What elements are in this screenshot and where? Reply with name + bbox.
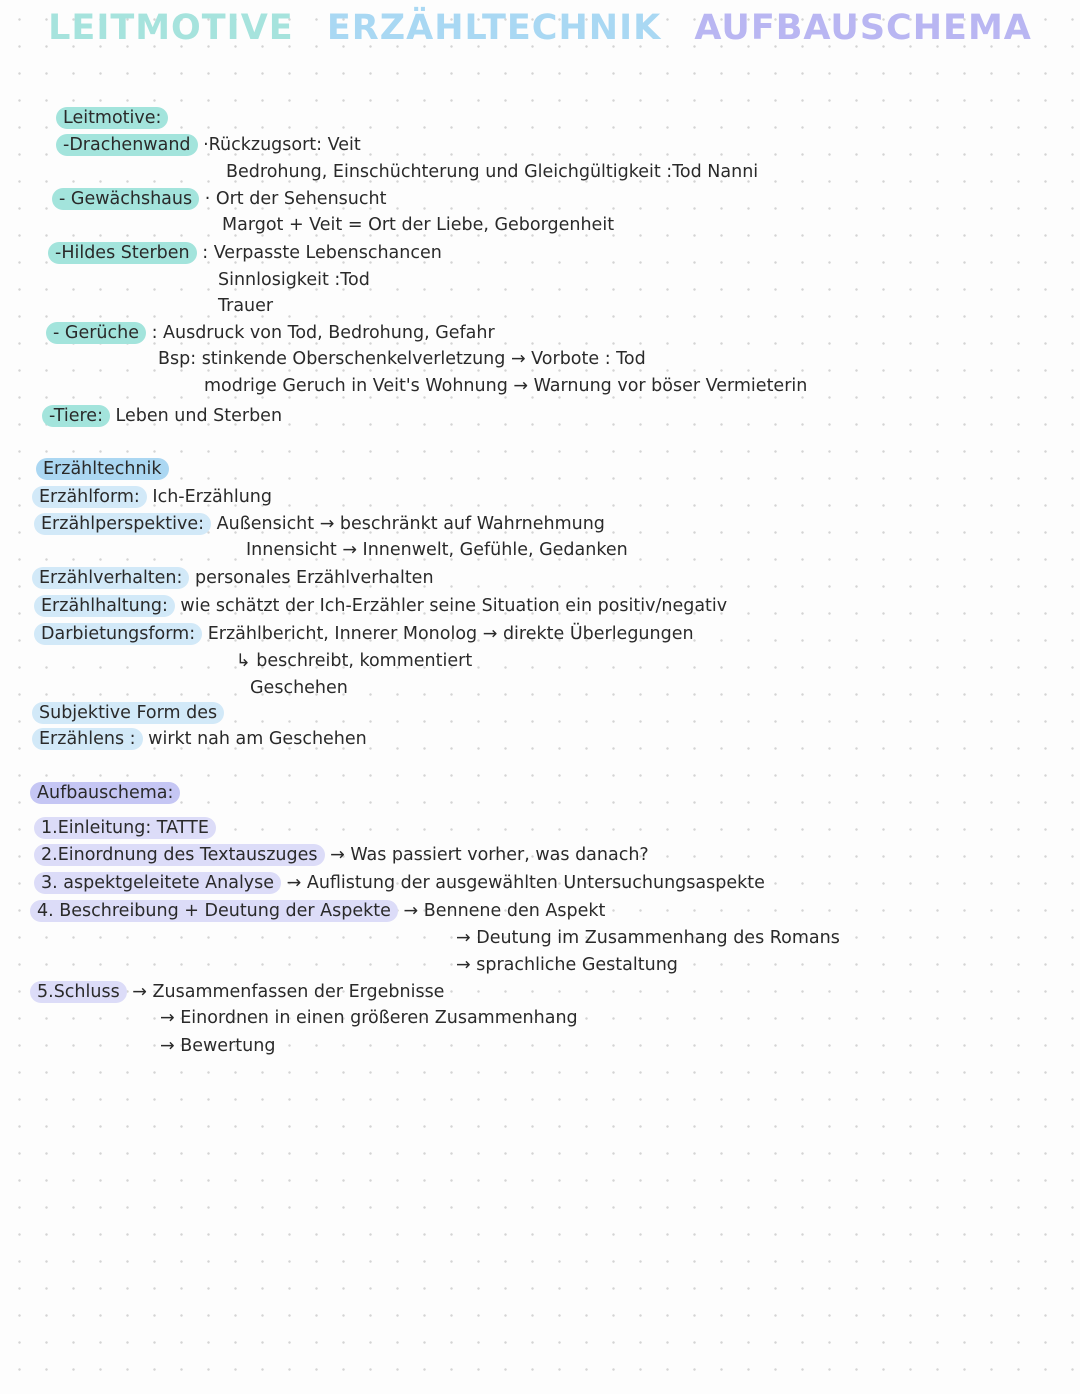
darbietung-text: Erzählbericht, Innerer Monolog → direkte Überlegungen xyxy=(207,624,694,644)
perspektive-row xyxy=(34,512,605,536)
title-aufbauschema: AUFBAUSCHEMA xyxy=(694,8,1032,48)
leitmotive-heading: Leitmotive: xyxy=(56,106,168,130)
darbietung-text-3: Geschehen xyxy=(250,678,348,698)
darbietung-text-2: ↳ beschreibt, kommentiert xyxy=(236,651,473,671)
verhalten-row xyxy=(32,566,434,590)
erzaehlform-row xyxy=(32,485,272,509)
subjektiv-label-1: Subjektive Form des xyxy=(32,701,224,725)
gerueche-text: : Ausdruck von Tod, Bedrohung, Gefahr xyxy=(151,323,495,343)
gewaechshaus-text-2: Margot + Veit = Ort der Liebe, Geborgenheit xyxy=(222,215,615,235)
tiere-text: Leben und Sterben xyxy=(115,406,283,426)
step-5-text-3: → Bewertung xyxy=(160,1036,276,1056)
drachenwand-text-2: Bedrohung, Einschüchterung und Gleichgültigkeit :Tod Nanni xyxy=(226,162,759,182)
hilde-text-3: Trauer xyxy=(218,296,274,316)
erzaehlform-label: Erzählform: xyxy=(32,486,147,508)
step-4-text: → Bennene den Aspekt xyxy=(403,901,606,921)
haltung-label: Erzählhaltung: xyxy=(34,595,175,617)
gerueche-text-3: modrige Geruch in Veit's Wohnung → Warnung vor böser Vermieterin xyxy=(204,376,808,396)
step-2-text: → Was passiert vorher, was danach? xyxy=(330,845,649,865)
step-3-text: → Auflistung der ausgewählten Untersuchungsaspekte xyxy=(286,873,765,893)
drachenwand-text: ·Rückzugsort: Veit xyxy=(203,135,361,155)
step-4-label: 4. Beschreibung + Deutung der Aspekte xyxy=(30,900,398,922)
drachenwand-row xyxy=(56,133,361,157)
tiere-label: -Tiere: xyxy=(42,405,110,427)
gewaechshaus-row xyxy=(52,187,386,211)
step-3-label: 3. aspektgeleitete Analyse xyxy=(34,872,281,894)
darbietung-label: Darbietungsform: xyxy=(34,623,202,645)
step-4-row xyxy=(30,899,605,923)
step-4-text-2: → Deutung im Zusammenhang des Romans xyxy=(456,928,840,948)
darbietung-row xyxy=(34,622,694,646)
step-1: 1.Einleitung: TATTE xyxy=(34,816,216,840)
haltung-text: wie schätzt der Ich-Erzähler seine Situation ein positiv/negativ xyxy=(180,596,728,616)
hilde-text: : Verpasste Lebenschancen xyxy=(202,243,442,263)
subjektiv-label-2: Erzählens : xyxy=(32,728,143,750)
drachenwand-label: -Drachenwand xyxy=(56,134,198,156)
haltung-row xyxy=(34,594,727,618)
hilde-row xyxy=(48,241,442,265)
aufbauschema-heading: Aufbauschema: xyxy=(30,781,180,805)
verhalten-text: personales Erzählverhalten xyxy=(195,568,434,588)
hilde-label: -Hildes Sterben xyxy=(48,242,197,264)
step-4-text-3: → sprachliche Gestaltung xyxy=(456,955,678,975)
gerueche-label: - Gerüche xyxy=(46,322,146,344)
verhalten-label: Erzählverhalten: xyxy=(32,567,189,589)
perspektive-label: Erzählperspektive: xyxy=(34,513,211,535)
step-5-label: 5.Schluss xyxy=(30,981,127,1003)
page-title xyxy=(0,8,1080,48)
erzaehltechnik-heading: Erzähltechnik xyxy=(36,457,169,481)
perspektive-text-2: Innensicht → Innenwelt, Gefühle, Gedanken xyxy=(246,540,628,560)
gewaechshaus-label: - Gewächshaus xyxy=(52,188,199,210)
step-2-row xyxy=(34,843,649,867)
step-5-text-2: → Einordnen in einen größeren Zusammenhang xyxy=(160,1008,578,1028)
step-2-label: 2.Einordnung des Textauszuges xyxy=(34,844,325,866)
gerueche-text-2: Bsp: stinkende Oberschenkelverletzung → Vorbote : Tod xyxy=(158,349,646,369)
hilde-text-2: Sinnlosigkeit :Tod xyxy=(218,270,370,290)
gewaechshaus-text: · Ort der Sehensucht xyxy=(204,189,387,209)
title-leitmotive: LEITMOTIVE xyxy=(48,8,294,48)
subjektiv-row xyxy=(32,727,367,751)
gerueche-row xyxy=(46,321,495,345)
erzaehlform-text: Ich-Erzählung xyxy=(152,487,273,507)
step-3-row xyxy=(34,871,765,895)
title-erzaehltechnik: ERZÄHLTECHNIK xyxy=(326,8,662,48)
step-5-row xyxy=(30,980,444,1004)
tiere-row xyxy=(42,404,282,428)
subjektiv-text: wirkt nah am Geschehen xyxy=(148,729,367,749)
step-5-text: → Zusammenfassen der Ergebnisse xyxy=(132,982,445,1002)
perspektive-text: Außensicht → beschränkt auf Wahrnehmung xyxy=(216,514,605,534)
